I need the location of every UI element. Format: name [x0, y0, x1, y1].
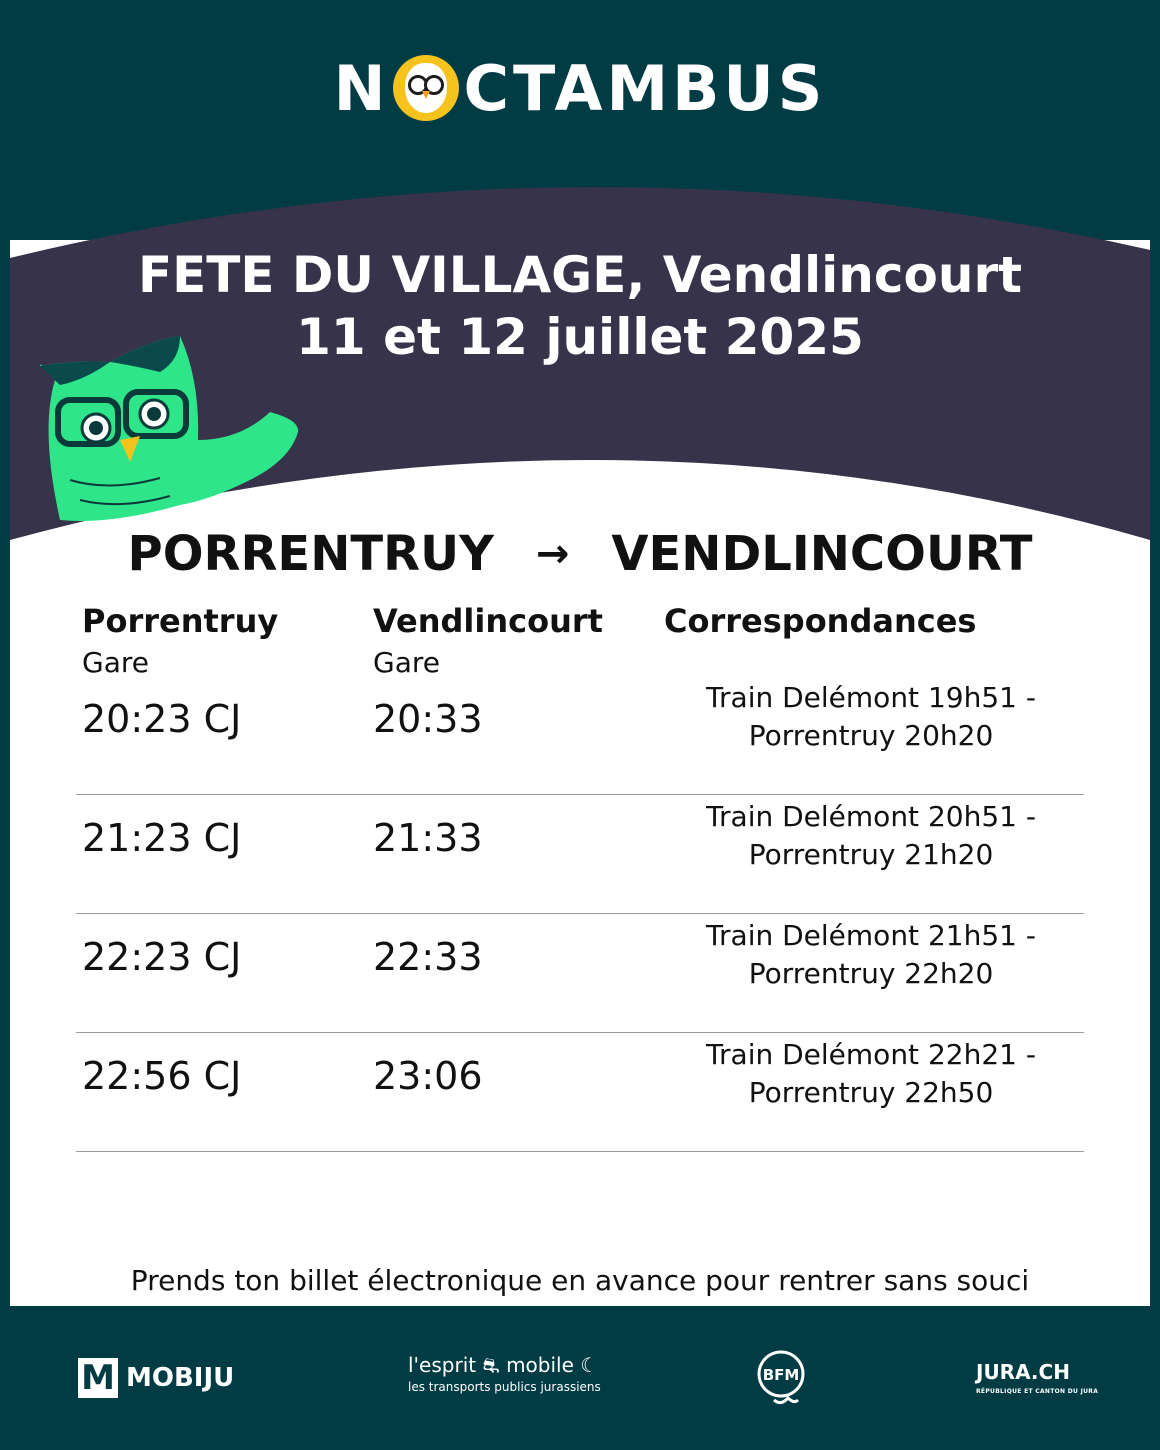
- arrival-time: 20:33: [373, 697, 483, 741]
- connection-line-1: Train Delémont 22h21 -: [706, 1038, 1036, 1071]
- departure-time: 22:56 CJ: [82, 1054, 242, 1098]
- connection-info: [676, 1036, 1066, 1112]
- departure-stop: Gare: [82, 646, 149, 679]
- connection-info: [676, 917, 1066, 993]
- schedule-row: [76, 1032, 1084, 1152]
- bfm-mark: BFM: [762, 1366, 800, 1384]
- departure-column-header: Porrentruy: [82, 602, 279, 640]
- arrival-time: 21:33: [373, 816, 483, 860]
- arrival-stop: Gare: [373, 646, 440, 679]
- connection-line-2: Porrentruy 22h20: [748, 957, 994, 990]
- schedule-row: [76, 675, 1084, 795]
- arrival-time: 22:33: [373, 935, 483, 979]
- esprit-mobile-logo: [408, 1354, 601, 1398]
- esprit-mobile-tagline: les transports publics jurassiens: [408, 1380, 601, 1394]
- connection-line-1: Train Delémont 21h51 -: [706, 919, 1036, 952]
- departure-time: 21:23 CJ: [82, 816, 242, 860]
- logo-text-end: CTAMBUS: [463, 51, 827, 125]
- schedule-row: [76, 913, 1084, 1033]
- esprit-mobile-title: l'esprit ⛐ mobile ☾: [408, 1353, 599, 1377]
- connection-line-2: Porrentruy 21h20: [748, 838, 994, 871]
- logo-text-start: N: [333, 51, 390, 125]
- departure-time: 22:23 CJ: [82, 935, 242, 979]
- bfm-logo-icon: [752, 1344, 810, 1410]
- connections-column-header: Correspondances: [664, 602, 977, 640]
- connection-line-1: Train Delémont 19h51 -: [706, 681, 1036, 714]
- ticket-note: Prends ton billet électronique en avance pour rentrer sans souci: [130, 1264, 1030, 1297]
- arrival-time: 23:06: [373, 1054, 483, 1098]
- jura-ch-logo: [976, 1362, 1098, 1402]
- mobiju-logo: [78, 1358, 234, 1398]
- connection-info: [676, 798, 1066, 874]
- connection-info: [676, 679, 1066, 755]
- route-heading: [0, 526, 1160, 582]
- route-to: VENDLINCOURT: [611, 526, 1033, 582]
- connection-line-2: Porrentruy 20h20: [748, 719, 994, 752]
- owl-logo-icon: [393, 55, 459, 121]
- event-dates: 11 et 12 juillet 2025: [296, 308, 864, 366]
- arrival-column-header: Vendlincourt: [373, 602, 603, 640]
- jura-ch-name: JURA.CH: [976, 1360, 1070, 1384]
- route-from: PORRENTRUY: [127, 526, 494, 582]
- noctambus-logo: [0, 48, 1160, 128]
- arrow-right-icon: →: [535, 531, 570, 577]
- mobiju-mark: M: [78, 1358, 118, 1398]
- connection-line-1: Train Delémont 20h51 -: [706, 800, 1036, 833]
- mobiju-name: MOBIJU: [126, 1363, 235, 1393]
- departure-time: 20:23 CJ: [82, 697, 242, 741]
- event-title: FETE DU VILLAGE, Vendlincourt: [137, 246, 1023, 304]
- schedule-row: [76, 794, 1084, 914]
- connection-line-2: Porrentruy 22h50: [748, 1076, 994, 1109]
- jura-ch-subtitle: RÉPUBLIQUE ET CANTON DU JURA: [976, 1388, 1099, 1395]
